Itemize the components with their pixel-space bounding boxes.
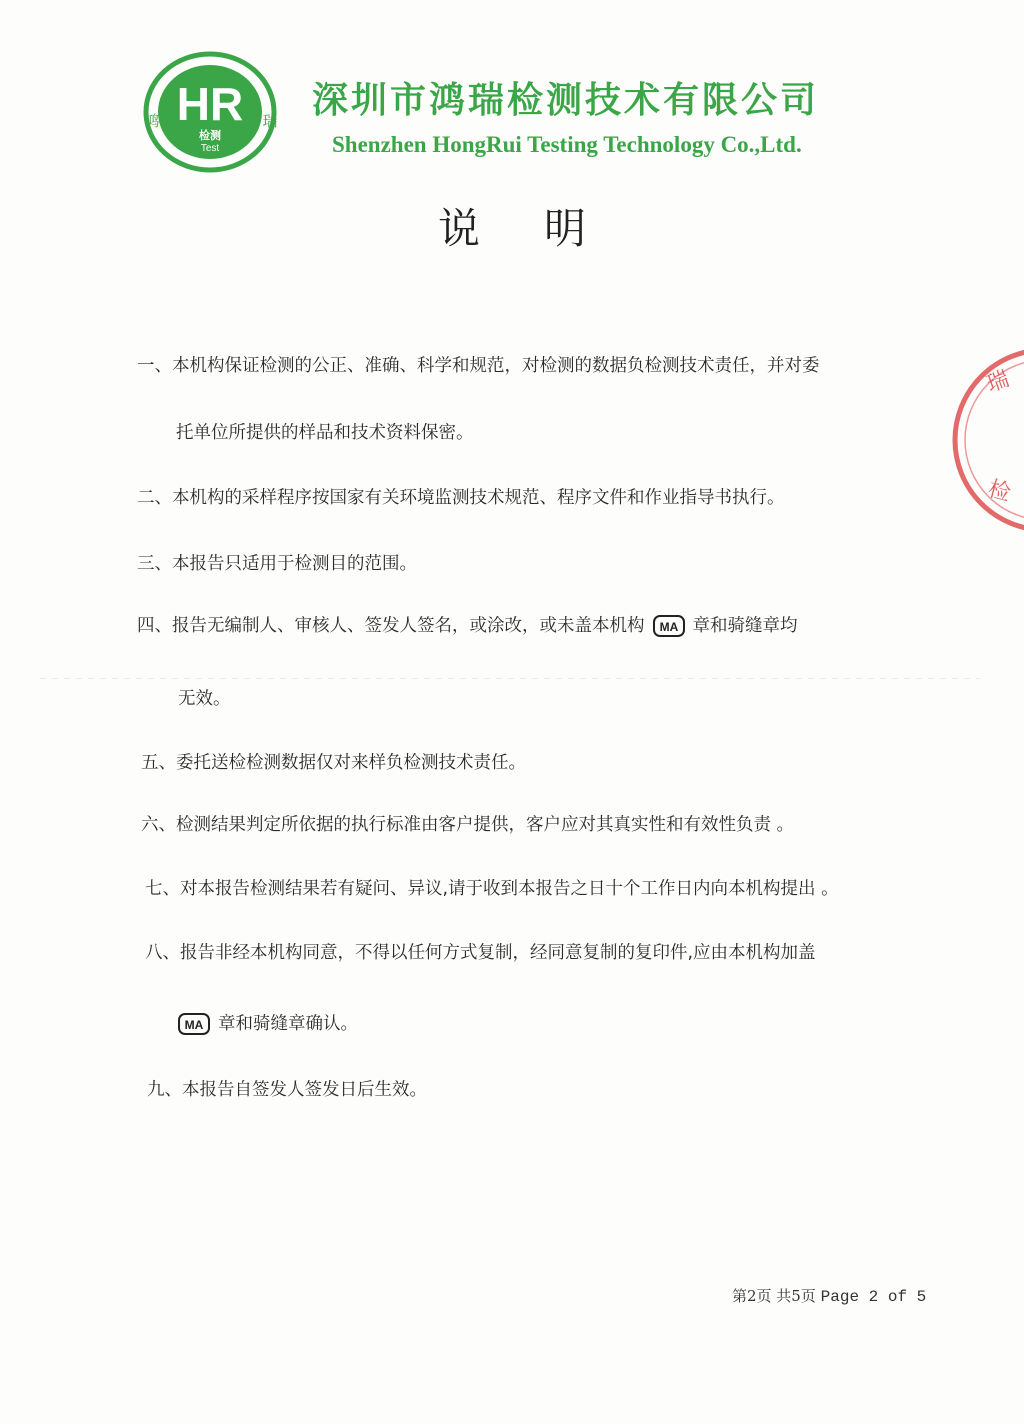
logo-left-char: 鸿 [144,112,160,130]
item-8-line2 [178,1010,358,1035]
logo-right-char: 瑞 [262,112,278,130]
company-name-en: Shenzhen HongRui Testing Technology Co.,Ltd. [332,132,802,157]
cma-mark-text: MA [659,620,678,634]
cma-mark-icon [653,615,685,637]
company-name-cn: 深圳市鸿瑞检测技术有限公司 [312,80,820,121]
page-footer [732,1285,926,1306]
cma-mark-text: MA [184,1018,204,1032]
red-seal-stamp [950,330,1024,550]
item-8-text: 章和骑缝章确认。 [218,1014,358,1034]
item-9: 九、本报告自签发人签发日后生效。 [147,1080,427,1100]
item-4-text-a: 四、报告无编制人、审核人、签发人签名，或涂改，或未盖本机构 [137,616,645,636]
item-2: 二、本机构的采样程序按国家有关环境监测技术规范、程序文件和作业指导书执行。 [137,488,785,508]
svg-text:瑞: 瑞 [983,366,1013,398]
item-6: 六、检测结果判定所依据的执行标准由客户提供，客户应对其真实性和有效性负责 。 [141,815,795,835]
logo-sub-en: Test [200,143,220,154]
item-3: 三、本报告只适用于检测目的范围。 [137,554,417,574]
item-1-line1: 一、本机构保证检测的公正、准确、科学和规范，对检测的数据负检测技术责任，并对委 [137,356,820,376]
item-7: 七、对本报告检测结果若有疑问、异议,请于收到本报告之日十个工作日内向本机构提出 。 [145,879,839,899]
item-5: 五、委托送检检测数据仅对来样负检测技术责任。 [141,753,526,773]
footer-page-en: Page 2 of 5 [820,1288,927,1306]
divider [40,678,980,679]
cma-mark-icon [178,1013,210,1035]
logo-letters: HR [176,78,244,130]
item-1-line2: 托单位所提供的样品和技术资料保密。 [176,423,474,443]
item-4-text-b: 章和骑缝章均 [692,616,798,636]
hongrui-logo [140,50,280,174]
footer-page-cn: 第2页 共5页 [732,1287,816,1305]
svg-text:检: 检 [985,476,1014,507]
item-8-line1: 八、报告非经本机构同意，不得以任何方式复制，经同意复制的复印件,应由本机构加盖 [145,943,816,963]
item-4-line2: 无效。 [178,689,231,709]
logo-sub-cn: 检测 [199,129,221,142]
item-4-line1 [137,612,798,637]
page-title: 说明 [437,204,650,253]
